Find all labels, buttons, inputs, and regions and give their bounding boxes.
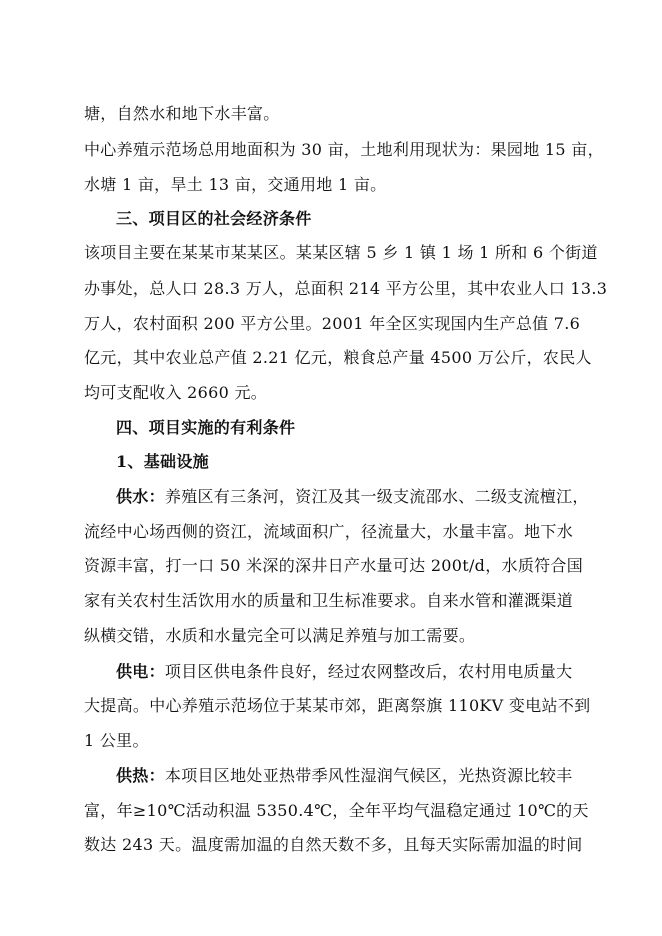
paragraph-line: 办事处，总人口 28.3 万人，总面积 214 平方公里，其中农业人口 13.3 — [84, 279, 608, 298]
paragraph-line: 家有关农村生活饮用水的质量和卫生标准要求。自来水管和灌溉渠道 — [84, 591, 574, 610]
section-heading: 四、项目实施的有利条件 — [116, 418, 296, 437]
water-supply-label: 供水： — [116, 487, 165, 506]
paragraph-line: 数达 243 天。温度需加温的自然天数不多，且每天实际需加温的时间 — [84, 835, 583, 854]
paragraph-line: 富，年≥10℃活动积温 5350.4℃，全年平均气温稳定通过 10℃的天 — [84, 801, 589, 820]
paragraph-line: 中心养殖示范场总用地面积为 30 亩，土地利用现状为：果园地 15 亩， — [84, 140, 604, 159]
subsection-heading: 1、基础设施 — [116, 452, 209, 471]
paragraph-line — [116, 766, 572, 786]
paragraph-line: 万人，农村面积 200 平方公里。2001 年全区实现国内生产总值 7.6 — [84, 314, 581, 333]
heat-supply-label: 供热： — [116, 766, 165, 785]
paragraph-line: 流经中心场西侧的资江，流域面积广，径流量大，水量丰富。地下水 — [84, 522, 574, 541]
section-heading: 三、项目区的社会经济条件 — [116, 209, 312, 228]
paragraph-line: 纵横交错，水质和水量完全可以满足养殖与加工需要。 — [84, 626, 476, 645]
paragraph-line — [116, 487, 589, 507]
paragraph-line: 水塘 1 亩，旱土 13 亩，交通用地 1 亩。 — [84, 175, 387, 194]
paragraph-line: 塘，自然水和地下水丰富。 — [84, 104, 280, 123]
paragraph-line: 该项目主要在某某市某某区。某某区辖 5 乡 1 镇 1 场 1 所和 6 个街道 — [84, 243, 598, 262]
paragraph-text: 养殖区有三条河，资江及其一级支流邵水、二级支流檀江， — [164, 487, 589, 506]
paragraph-line — [116, 662, 572, 682]
paragraph-line: 大提高。中心养殖示范场位于某某市郊，距离祭旗 110KV 变电站不到 — [84, 696, 591, 715]
paragraph-text: 本项目区地处亚热带季风性湿润气候区，光热资源比较丰 — [164, 766, 573, 785]
paragraph-line: 均可支配收入 2660 元。 — [84, 383, 268, 402]
paragraph-text: 项目区供电条件良好，经过农网整改后，农村用电质量大 — [164, 662, 573, 681]
power-supply-label: 供电： — [116, 662, 165, 681]
paragraph-line: 资源丰富，打一口 50 米深的深井日产水量可达 200t/d，水质符合国 — [84, 556, 584, 575]
paragraph-line: 亿元，其中农业总产值 2.21 亿元，粮食总产量 4500 万公斤，农民人 — [84, 348, 592, 367]
paragraph-line: 1 公里。 — [84, 731, 149, 750]
